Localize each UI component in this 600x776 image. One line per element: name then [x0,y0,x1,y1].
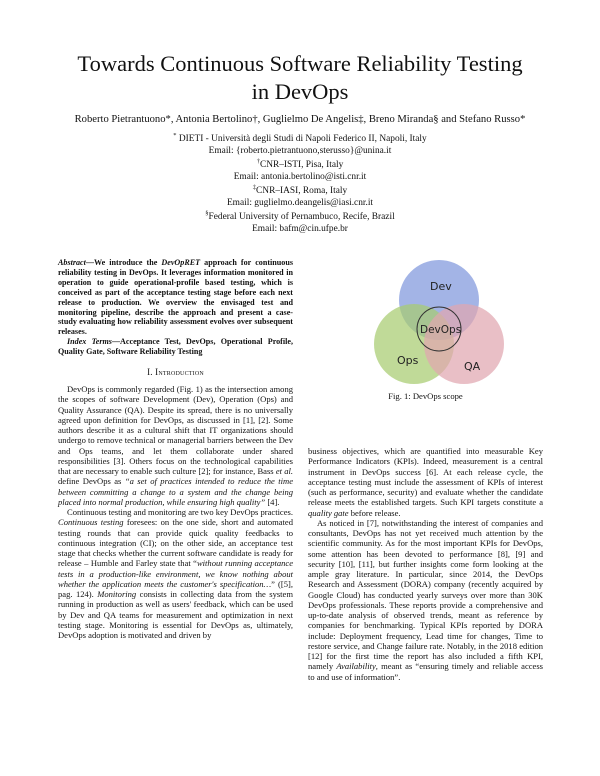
emphasis-text: “a set of practices intended to reduce the time between committing a change to a system and the change being placed into normal production, while ensuring high quality” [58,476,293,507]
right-column [308,446,543,682]
affiliation-name: Federal University of Pernambuco, Recife, Brazil [208,212,395,222]
left-column [58,258,293,640]
index-terms-text: —Acceptance Test, DevOps, Operational Profile, Quality Gate, Software Reliability Testing [58,337,293,357]
paper-title [40,50,560,106]
affiliation-2 [100,157,500,183]
affiliation-mark: ‡ [252,183,257,191]
affiliation-name: DIETI - Università degli Studi di Napoli Federico II, Napoli, Italy [176,134,427,144]
paragraph [308,518,543,682]
affiliation-mark: † [256,157,260,165]
devops-venn-diagram [364,258,514,388]
index-terms [58,337,293,357]
author-list: Roberto Pietrantuono*, Antonia Bertolino†, Guglielmo De Angelis‡, Breno Miranda§ and Stefano Russo* [74,114,526,125]
paragraph-text: As noticed in [7], notwithstanding the interest of companies and consultants, DevOps has not yet received much attention by the scientific community. As for the most important KPIs for DevOps, some attention has been devoted to performance [8], [9] and security [10], [11], but further insights come form looking at the ample gray literature. In particular, since 2014, the DevOps Research and Assessment (DORA) company (recently acquired by Google Cloud) has conducted yearly surveys over more than 30K DevOps professionals. These reports provide a comprehensive and up-to-date analysis of observed trends, meant as reference by companies for benchmarking. Typical KPIs reported by DORA include: Deployment frequency, Lead time for changes, Time to restore service, and Change failure rate. Notably, in the 2018 edition [12] for the first time the report has also included a fifth KPI, namely [308,517,543,672]
left-body-text [58,384,293,640]
right-body-text [308,446,543,682]
paragraph [58,384,293,507]
paragraph-text: [4]. [265,496,280,507]
affiliation-mark: * [173,131,177,139]
affiliation-1 [100,131,500,157]
approach-name: DevOpRET [161,258,201,267]
paragraph-text: , meant as “ensuring timely and reliable access to and use of information”. [308,661,543,682]
abstract-dash: — [85,258,94,267]
paragraph-text: consists in collecting data from the system running in production as well as users' feedback, which can be used by Dev and QA teams for measurement and optimization in next testing stage. Monitoring is essential for DevOps as, ultimately, DevOps adoption is motivated and driven by [58,589,293,641]
affiliation-4 [100,209,500,235]
paragraph-text: foresees: on the one side, short and automated testing rounds that can provide quick quality feedbacks to continuous integration (CI); on the other side, an acceptance test stage that checks whether the current software candidate is ready for release – Humble and Farley state that “ [58,517,294,569]
paragraph-text: Continuous testing and monitoring are two key DevOps practices. [67,507,293,518]
emphasis-text: et al. [275,466,293,477]
devops-label: DevOps [420,324,462,336]
emphasis-text: Monitoring [97,589,137,600]
paragraph-text: ” ([5], pag. 124). [58,578,293,600]
paragraph-text: business objectives, which are quantified into measurable Key Performance Indicators (KPIs). Indeed, measurement is a central instrument in DevOps success [6]. At each release cycle, the acceptance testing must include the assessment of KPIs of interest (such as performance, security) and evaluate whether the candidate release meets the established targets. Such KPI targets constitute a [308,446,543,508]
emphasis-text: without running acceptance tests in a production-like environment, we know nothing about whether the application meets the customer's specification… [58,558,293,589]
section-heading: I. Introduction [147,367,204,378]
emphasis-text: Continuous testing [58,517,124,528]
affiliation-name: CNR–IASI, Roma, Italy [256,186,348,196]
affiliation-mark: § [205,209,209,217]
paragraph-text: DevOps is commonly regarded (Fig. 1) as the intersection among the scopes of software Development (Dev), Operation (Ops) and Quality Assurance (QA). Despite its spread, there is no universally agreed upon definition for DevOps, as discussed in [1], [2]. Some authors describe it as a cultural shift that IT organizations should undergo to remove technical or managerial barriers between the Dev and Ops teams, and let them collaborate under shared responsibilities [3]. Others focus on the technological capabilities that are necessary to enable such culture [2]; for instance, Bass [58,384,293,477]
paragraph-text: before release. [348,507,401,518]
affiliation-email: Email: {roberto.pietrantuono,sterusso}@unina.it [208,145,392,156]
abstract [58,258,293,337]
title-line-1: Towards Continuous Software Reliability Testing [77,51,523,76]
abstract-label: Abstract [58,258,86,267]
paragraph-text: define DevOps as [58,476,125,487]
ops-label: Ops [397,354,419,367]
affiliation-name: CNR–ISTI, Pisa, Italy [259,160,344,170]
emphasis-text: Availability [336,661,376,672]
affiliation-3 [100,183,500,209]
venn-svg [364,258,514,388]
affiliation-email: Email: antonia.bertolino@isti.cnr.it [233,171,367,182]
figure-caption: Fig. 1: DevOps scope [388,391,463,401]
index-terms-label: Index Terms [67,337,112,347]
affiliation-email: Email: guglielmo.deangelis@iasi.cnr.it [226,197,374,208]
qa-label: QA [464,360,481,373]
paragraph [58,507,293,640]
abstract-text-pre: We introduce the [93,258,162,267]
title-line-2: in DevOps [251,79,349,104]
paragraph [308,446,543,518]
affiliation-email: Email: bafm@cin.ufpe.br [252,223,348,234]
abstract-text-post: approach for continuous reliability testing in DevOps. It leverages information monitored in operation to guide operational-profile based testing, which is conceived as part of the acceptance testing stage before each next release to production. We overview the envisaged test and monitoring pipeline, describe the approach and present a case-study evaluating how reliability assessment evolves over subsequent releases. [58,258,293,337]
dev-label: Dev [430,280,452,293]
emphasis-text: quality gate [308,507,349,518]
